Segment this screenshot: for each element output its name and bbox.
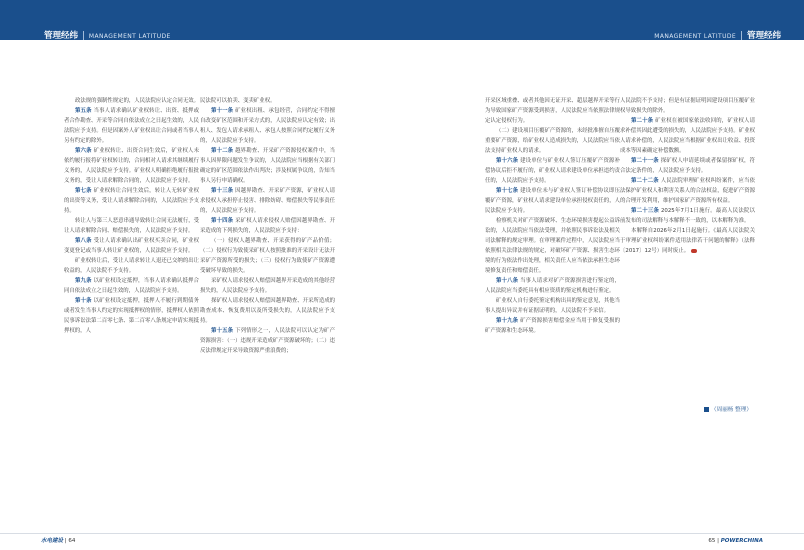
header-left: 管理经纬 | MANAGEMENT LATITUDE <box>44 31 171 41</box>
paragraph <box>485 296 620 316</box>
article-number: 第二十三条 <box>631 208 660 214</box>
paragraph-text: 探矿权人请求侵权人赔偿因越界勘查、开采所造成的勘查成本、恢复费用以及所受损失的，人民法院应予支持。 <box>200 298 335 324</box>
editor-credit <box>704 406 752 414</box>
footer-left-brand: 水电建设 <box>41 538 64 544</box>
paragraph-text: 采矿权人请求侵权人赔偿因越界勘查、开采造成的下列损失的，人民法院应予支持： <box>200 218 335 234</box>
paragraph <box>620 206 755 226</box>
paragraph-text: 下列情形之一，人民法院可以认定为矿产资源损害：（一）违规开采造成矿产资源破坏的；（二）违反法律规定开采导致资源严重浪费的； <box>200 328 335 354</box>
paragraph-text: 探矿权人申请延续或者保留探矿权，符合法定条件的，人民法院应予支持。 <box>620 158 755 174</box>
paragraph <box>485 96 620 126</box>
text-column-1 <box>64 96 199 528</box>
paragraph <box>64 216 199 236</box>
page-footer <box>0 533 804 550</box>
paragraph-text: 建设单位未与矿业权人签订补偿协议即压覆矿产资源，矿业权人请求建设单位承担侵权责任的，人民法院应予支持。 <box>485 188 620 214</box>
article-number: 第十一条 <box>211 108 234 114</box>
paragraph <box>620 226 755 256</box>
paragraph-text: 民法院可以拍卖、变卖矿业权。 <box>200 98 276 104</box>
paragraph <box>620 96 755 116</box>
header-left-title: 管理经纬 <box>44 31 79 41</box>
paragraph-text: 矿业权人自行委托鉴定机构出具的鉴定意见，其他当事人提出异议并有证据证明的，人民法院不予采信。 <box>485 298 620 314</box>
editor-name: （周丽杨 整理） <box>711 407 752 413</box>
footer-right: 65 | POWERCHINA <box>708 538 763 544</box>
paragraph-text: 2025年7月1日施行。最高人民法院以前发布的司法解释与本解释不一致的，以本解释为准。 <box>620 208 755 224</box>
paragraph-text: 越界勘查、开采矿产资源侵权案件中，当事人因界限问题发生争议的，人民法院应当根据有关部门确定的矿区范围依法作出判决；涉及权属争议的，告知当事人另行申请确权。 <box>200 148 335 184</box>
paragraph <box>200 146 335 186</box>
paragraph <box>485 316 620 336</box>
paragraph-text: 矿业权转让、出资合同生效后，矿业权人未依约履行报将矿业权转让的，合同相对人请求其继续履行义务的，人民法院应予支持。矿业权人明确拒绝履行报批义务的，受让人请求解除合同的，人民法院应予支持。 <box>64 148 199 184</box>
paragraph-text: 人民法院审理矿业权纠纷案件，应当依法保护矿业权人和利害关系人的合法权益，促进矿产资源的合理开发利用，维护国家矿产资源所有权益。 <box>620 178 755 204</box>
paragraph-text: 检察机关对矿产资源破坏、生态环境损害提起公益诉讼的，人民法院应当依法受理，并依照民事诉讼法及相关司法解释的规定审理。在审理案件过程中，人民法院应当依照相关法律法规的规定，对破坏矿产资源、损害生态环境的行为依法作出处理，相关责任人应当依法承担生态环境修复责任和赔偿责任。 <box>485 218 620 274</box>
paragraph-text: （一）侵权人越界勘查、开采获得的矿产品价值；（二）侵权行为致使采矿权人按照批准的开采设计无法开采矿产资源所受的损失；（三）侵权行为致使矿产资源遭受破坏导致的损失。 <box>200 238 335 274</box>
paragraph-text: 建设单位与矿业权人签订压覆矿产资源补偿协议后拒不履行的，矿业权人请求建设单位承担违约责任的，人民法院应予支持。 <box>485 158 620 184</box>
paragraph-text: 以矿业权设定抵押，抵押人不履行到期债务或者发生当事人约定的实现抵押权的情形，抵押权人依照民事诉讼法第二百零七条、第二百零八条规定申请实现抵押权的，人 <box>64 298 199 334</box>
paragraph-text: 矿业权转让合同生效后，转让人无转矿业权的出资等义务，受让人请求解除合同的，人民法院应予支持。 <box>64 188 199 214</box>
paragraph-text: 人民法院不予支持；但是有证据证明因建设项目压覆矿业权导致损失的除外。 <box>620 98 755 114</box>
paragraph <box>485 186 620 216</box>
paragraph <box>620 116 755 156</box>
square-bullet-icon <box>704 407 709 412</box>
paragraph <box>64 236 199 256</box>
paragraph-text: 矿业权在被国家依法收回的，矿业权人请求补偿其因此遭受的损失的，人民法院应予支持。矿业权人请求补偿的，人民法院应当根据矿业权出让收益、投资成本等因素确定补偿数额。 <box>620 118 755 154</box>
paragraph-text: 开采区域重叠、或者其他因无证开采、超层越界开采等行为导致国家矿产资源受到损害，人民法院应当依照法律规定认定侵权行为。 <box>485 98 620 124</box>
paragraph-text: 当事人请求确认矿业权转让、出资、抵押或者合作勘查、开采等合同自依法成立之日起生效的，人民法院应予支持。但是因案外人矿业权出让合同或者当事人另有约定的除外。 <box>64 108 199 144</box>
article-number: 第十五条 <box>211 328 234 334</box>
paragraph-text: 当事人请求对矿产资源损害进行鉴定的，人民法院应当委托具有相应资质的鉴定机构进行鉴定。 <box>485 278 620 294</box>
paragraph-text: 采矿权人请求侵权人赔偿因越界开采造成的其他经营损失的，人民法院应予支持。 <box>200 278 335 294</box>
paragraph-text: 矿业权出租、承包经营，合同约定不得擅自改变矿区范围和开采方式的，人民法院应认定有效；出租人、发包人请求承租人、承包人按照合同约定履行义务的，人民法院应予支持。 <box>200 108 335 144</box>
header-right-title: 管理经纬 <box>746 31 781 41</box>
article-number: 第十三条 <box>211 188 234 194</box>
paragraph <box>64 96 199 106</box>
paragraph-text: 政法规的强制性规定的，人民法院应认定合同无效。 <box>75 98 199 104</box>
article-number: 第十四条 <box>211 218 234 224</box>
header-left-subtitle: MANAGEMENT LATITUDE <box>88 33 171 40</box>
paragraph-text: 转让人与第三人恶意串通导致转让合同无法履行，受让人请求解除合同、赔偿损失的，人民法院应予支持。 <box>64 218 199 234</box>
article-number: 第六条 <box>75 148 92 154</box>
footer-right-page: 65 <box>708 538 716 544</box>
footer-left: 水电建设 | 64 <box>41 538 76 544</box>
article-number: 第八条 <box>75 238 92 244</box>
paragraph <box>64 146 199 186</box>
paragraph <box>200 326 335 356</box>
header-right-subtitle: MANAGEMENT LATITUDE <box>654 33 737 40</box>
paragraph-text: 受让人请求确认出矿业权买卖合同，矿业权变更登记或当事人转让矿业权的，人民法院应予支持。 <box>64 238 199 254</box>
paragraph <box>485 126 620 156</box>
footer-right-brand: POWERCHINA <box>720 538 763 544</box>
paragraph-text: （二）建设项目压覆矿产资源的，未经批准擅自压覆重要矿产资源，给矿业权人造成损失的，人民法院应当依法支持矿业权人的请求。 <box>485 128 620 154</box>
paragraph <box>620 176 755 206</box>
paragraph <box>200 106 335 146</box>
paragraph <box>64 186 199 216</box>
end-mark-icon <box>691 249 697 253</box>
article-number: 第九条 <box>75 278 92 284</box>
article-number: 第二十条 <box>631 118 654 124</box>
paragraph-text: 以矿业权设定抵押，当事人请求确认抵押合同自依法成立之日起生效的，人民法院应予支持。 <box>64 278 199 294</box>
header-right: MANAGEMENT LATITUDE | 管理经纬 <box>654 31 781 41</box>
paragraph-text: 矿业权转让后，受让人请求转让人退还已交纳的出让收益的，人民法院不予支持。 <box>64 258 199 274</box>
text-column-4 <box>620 96 755 528</box>
paragraph <box>485 156 620 186</box>
footer-left-page: 64 <box>68 538 76 544</box>
paragraph <box>485 216 620 276</box>
paragraph <box>200 296 335 326</box>
text-column-2 <box>200 96 335 528</box>
text-column-3 <box>485 96 620 528</box>
paragraph <box>64 256 199 276</box>
paragraph <box>200 96 335 106</box>
article-number: 第十二条 <box>211 148 234 154</box>
article-number: 第二十一条 <box>631 158 659 164</box>
paragraph <box>64 106 199 146</box>
paragraph <box>200 186 335 216</box>
paragraph-text: 本解释自2026年2月1日起施行。《最高人民法院关于审理矿业权纠纷案件适用法律若干问题的解释》（法释〔2017〕12号）同时废止。 <box>620 228 755 254</box>
paragraph <box>200 236 335 276</box>
paragraph <box>200 216 335 236</box>
paragraph-text: 因越界勘查、开采矿产资源，矿业权人请求侵权人承担停止侵害、排除妨碍、赔偿损失等民事责任的，人民法院应予支持。 <box>200 188 335 214</box>
paragraph <box>620 156 755 176</box>
paragraph <box>64 296 199 336</box>
article-number: 第十八条 <box>496 278 519 284</box>
article-number: 第十七条 <box>496 188 519 194</box>
paragraph <box>64 276 199 296</box>
article-number: 第十六条 <box>496 158 519 164</box>
article-number: 第七条 <box>75 188 92 194</box>
article-number: 第二十二条 <box>631 178 659 184</box>
paragraph <box>200 276 335 296</box>
article-number: 第五条 <box>75 108 92 114</box>
paragraph <box>485 276 620 296</box>
paragraph-text: 矿产资源损害赔偿金应当用于修复受损的矿产资源和生态环境。 <box>485 318 620 334</box>
article-number: 第十条 <box>75 298 92 304</box>
article-number: 第十九条 <box>496 318 519 324</box>
